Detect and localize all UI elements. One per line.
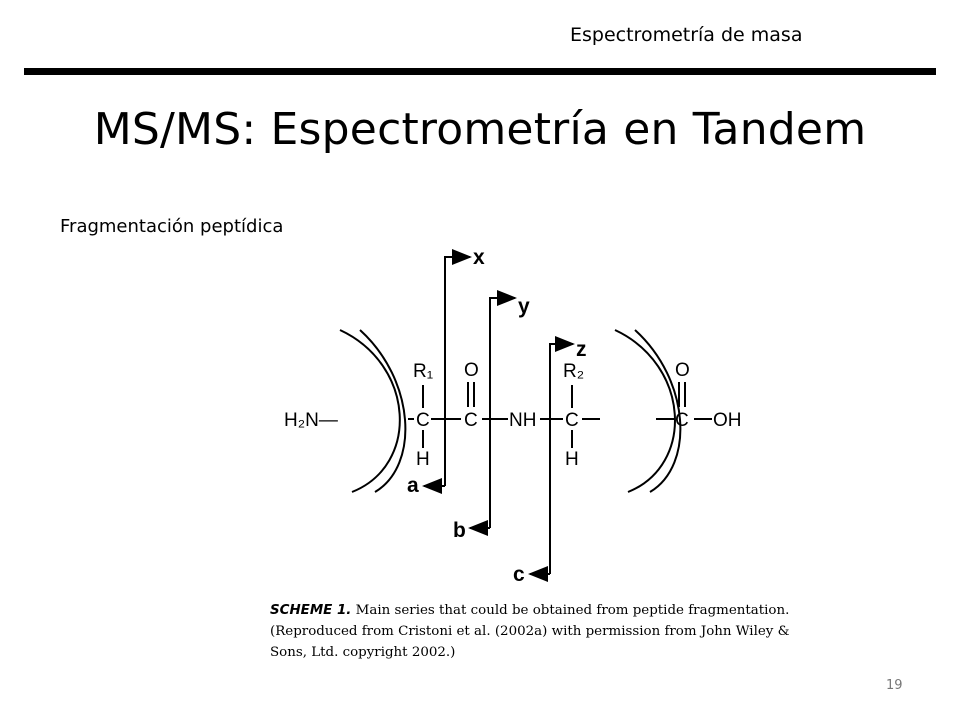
scheme-text: Main series that could be obtained from peptide fragmentation. (Reproduced from Cristoni et al. (2002a) with permission from John Wiley & Sons, Ltd. copyright 2002.)	[270, 603, 790, 660]
scheme-label: SCHEME 1.	[270, 603, 352, 618]
ion-b-label: b	[453, 519, 466, 542]
right-bracket-outer	[615, 330, 675, 492]
h2-label: H	[565, 449, 579, 470]
ion-x-label: x	[473, 246, 485, 269]
r1-label: R₁	[413, 361, 434, 382]
h2n-label: H₂N—	[284, 410, 338, 431]
slide-title: MS/MS: Espectrometría en Tandem	[93, 104, 867, 155]
ion-c-label: c	[513, 563, 525, 586]
page-number: 19	[886, 678, 903, 693]
scheme-caption	[270, 600, 790, 663]
ion-z-label: z	[576, 338, 587, 361]
o2-label: O	[675, 360, 690, 381]
r2-label: R₂	[563, 361, 585, 382]
c-alpha-2-label: C	[565, 410, 579, 431]
o1-label: O	[464, 360, 479, 381]
oh-label: OH	[713, 410, 742, 431]
nh-label: NH	[509, 410, 537, 431]
ion-y-label: y	[518, 295, 530, 318]
ion-a-label: a	[407, 474, 419, 497]
c-carbonyl-2-label: C	[675, 410, 689, 431]
section-header: Espectrometría de masa	[570, 24, 803, 46]
c-alpha-1-label: C	[416, 410, 430, 431]
left-bracket-outer	[340, 330, 400, 492]
h1-label: H	[416, 449, 430, 470]
slide-subtitle: Fragmentación peptídica	[60, 216, 284, 237]
c-carbonyl-1-label: C	[464, 410, 478, 431]
